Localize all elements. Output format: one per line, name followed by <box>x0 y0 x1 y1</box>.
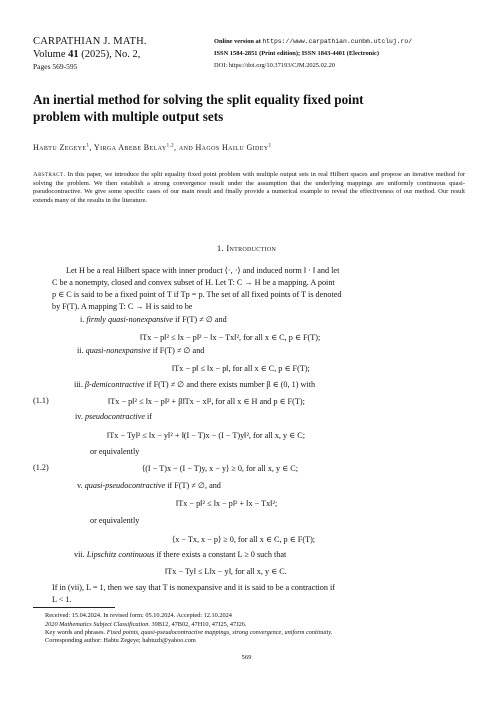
keywords-label: Key words and phrases. <box>45 629 106 636</box>
item-i-label: i. <box>80 315 85 324</box>
item-iv <box>75 412 152 422</box>
item-iv-name: pseudocontractive <box>84 412 145 421</box>
volume-prefix: Volume <box>33 49 69 60</box>
issn: ISSN 1584-2851 (Print edition); ISSN 1843-4401 (Electronic) <box>214 49 379 57</box>
equation-vii: ‖Tx − Ty‖ ≤ L‖x − y‖, for all x, y ∈ C. <box>165 567 287 576</box>
item-v-cond: if F(T) ≠ ∅, and <box>165 481 221 490</box>
equation-v: ‖Tx − p‖² ≤ ‖x − p‖² + ‖x − Tx‖²; <box>176 499 278 508</box>
item-i-name: firmly quasi-nonexpansive <box>86 315 174 324</box>
item-vii-label: vii. <box>74 550 85 559</box>
author-1: Habtu Zegeye <box>33 143 87 152</box>
abstract-text: In this paper, we introduce the split equality fixed point problem with multiple output sets in real Hilbert spaces and propose an iterative method for solving the problem. We then establish a strong convergence result under the assumption that the underlying mappings are uniformly continuous quasi-pseudocontractive. We give some specific cases of our main result and finally provide a numerical example to reveal the effectiveness of our method. Our result extends many of the results in the literature. <box>33 171 465 204</box>
author-1-affil: 1 <box>86 143 90 149</box>
footnote-corresponding: Corresponding author: Habtu Zegeye; habtuzh@yahoo.com <box>45 637 196 644</box>
equation-i: ‖Tx − p‖² ≤ ‖x − p‖² − ‖x − Tx‖², for all x ∈ C, p ∈ F(T); <box>140 333 321 342</box>
footnote-received: Received: 15.04.2024. In revised form: 05.10.2024. Accepted: 12.10.2024 <box>45 612 232 619</box>
item-v-or: or equivalently <box>90 516 140 525</box>
item-i <box>80 315 227 325</box>
item-iii-label: iii. <box>74 380 83 389</box>
item-iii-name: β-demicontractive <box>84 380 145 389</box>
intro-line-3: p ∈ C is said to be a fixed point of T if Tp = p. The set of all fixed points of T is denoted <box>52 290 342 299</box>
author-sep-2: , and <box>174 143 196 152</box>
author-2-affil: 1,2 <box>166 143 175 149</box>
author-3: Hagos Hailu Gidey <box>195 143 269 152</box>
equation-1-2: ⟨(I − T)x − (I − T)y, x − y⟩ ≥ 0, for all x, y ∈ C; <box>142 464 299 473</box>
online-label: Online version at <box>214 38 263 45</box>
equation-ii: ‖Tx − p‖ ≤ ‖x − p‖, for all x ∈ C, p ∈ F(T); <box>172 364 310 373</box>
volume-suffix: (2025), No. 2, <box>78 49 141 60</box>
item-v-name: quasi-pseudocontractive <box>84 481 166 490</box>
volume-info <box>33 48 203 61</box>
section-heading: 1. Introduction <box>216 243 277 253</box>
equation-iv: ‖Tx − Ty‖² ≤ ‖x − y‖² + ‖(I − T)x − (I − T)y‖², for all x, y ∈ C; <box>107 431 306 440</box>
closing-line-2: L < 1. <box>52 595 72 604</box>
volume-number: 41 <box>68 49 79 60</box>
item-vii-name: Lipschitz continuous <box>86 550 155 559</box>
online-url-link[interactable]: https://www.carpathian.cunbm.utcluj.ro/ <box>262 38 413 45</box>
equation-number-1-2: (1.2) <box>33 463 49 472</box>
author-list <box>33 143 473 152</box>
item-ii <box>77 346 204 356</box>
intro-line-4: by F(T). A mapping T: C → H is said to be <box>52 302 193 311</box>
author-3-affil: 1 <box>268 143 272 149</box>
intro-line-1: Let H be a real Hilbert space with inner product ⟨·, ·⟩ and induced norm ‖ · ‖ and let <box>66 266 340 275</box>
item-v-label: v. <box>77 481 83 490</box>
keywords-text: Fixed points, quasi-pseudocontractive mappings, strong convergence, uniform continuity. <box>105 629 333 636</box>
page-number: 569 <box>241 654 252 661</box>
msc-codes: 39B12, 47B02, 47H10, 47J25, 47J26. <box>149 621 247 628</box>
item-iv-cond: if <box>144 412 153 421</box>
online-version <box>214 36 474 48</box>
page-range: Pages 569-595 <box>33 62 78 71</box>
equation-v-2: ⟨x − Tx, x − p⟩ ≥ 0, for all x ∈ C, p ∈ F(T); <box>172 535 316 544</box>
msc-label: 2020 Mathematics Subject Classification. <box>45 621 150 628</box>
closing-line-1: If in (vii), L = 1, then we say that T is nonexpansive and it is said to be a contraction if <box>52 583 336 592</box>
item-iii-cond: if F(T) ≠ ∅ and there exists number β ∈ (0, 1) with <box>144 380 316 389</box>
item-vii <box>74 550 286 560</box>
item-iv-or: or equivalently <box>90 447 140 456</box>
doi-link[interactable]: DOI: https://doi.org/10.37193/CJM.2025.02.20 <box>214 61 335 69</box>
paper-title <box>33 92 473 125</box>
equation-number-1-1: (1.1) <box>33 396 49 405</box>
item-i-cond: if F(T) ≠ ∅ and <box>173 315 227 324</box>
journal-header <box>33 35 203 73</box>
journal-name: CARPATHIAN J. MATH. <box>33 36 147 47</box>
item-ii-name: quasi-nonexpansive <box>85 346 151 355</box>
item-iv-label: iv. <box>75 412 83 421</box>
item-ii-label: ii. <box>77 346 84 355</box>
title-line-1: An inertial method for solving the split equality fixed point <box>33 92 364 107</box>
title-line-2: problem with multiple output sets <box>33 108 224 124</box>
equation-1-1: ‖Tx − p‖² ≤ ‖x − p‖² + β‖Tx − x‖², for all x ∈ H and p ∈ F(T); <box>108 397 305 406</box>
item-ii-cond: if F(T) ≠ ∅ and <box>150 346 205 355</box>
item-v <box>77 481 221 491</box>
abstract <box>33 171 465 205</box>
item-vii-cond: if there exists a constant L ≥ 0 such that <box>154 550 287 559</box>
intro-line-2: C be a nonempty, closed and convex subset of H. Let T: C → H be a mapping. A point <box>52 278 335 287</box>
footnote-rule <box>33 607 115 608</box>
author-sep-1: , <box>89 143 94 152</box>
author-2: Yirga Abebe Belay <box>93 143 167 152</box>
publication-info <box>214 36 474 71</box>
item-iii <box>74 380 315 390</box>
abstract-label: Abstract. <box>33 171 66 178</box>
